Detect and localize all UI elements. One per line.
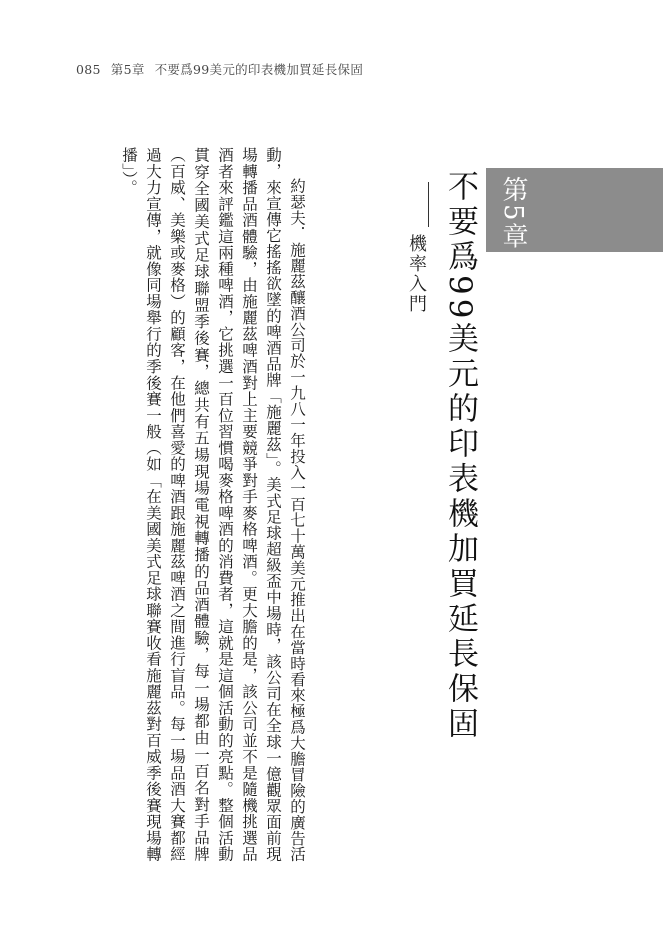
- chapter-label: 第5章: [498, 176, 528, 251]
- body-text: [117, 147, 309, 862]
- chapter-subtitle: 機率入門: [406, 234, 427, 314]
- page-number: 085: [76, 62, 101, 77]
- body-paragraph: 約瑟夫．施麗茲釀酒公司於一九八一年投入一百七十萬美元推出在當時看來極爲大膽冒險的廣告活動，來宣傳它搖搖欲墜的啤酒品牌「施麗茲」。美式足球超級盃中場時，該公司在全球一億觀眾面前現場轉播品酒體驗，由施麗茲啤酒對上主要競爭對手麥格啤酒。更大膽的是，該公司並不是隨機挑選品酒者來評鑑這兩種啤酒，它挑選一百位習慣喝麥格啤酒的消費者，這就是這個活動的亮點。整個活動貫穿全國美式足球聯盟季後賽，總共有五場現場電視轉播的品酒體驗，每一場都由一百名對手品牌（百威、美樂或麥格）的顧客，在他們喜愛的啤酒跟施麗茲啤酒之間進行盲品。每一場品酒大賽都經過大力宣傳，就像同場舉行的季後賽一般（如「在美國美式足球聯賽收看施麗茲對百威季後賽現場轉播」）。: [120, 147, 306, 862]
- header-chapter-title: 不要爲99美元的印表機加買延長保固: [154, 62, 364, 77]
- running-header: [76, 60, 363, 78]
- header-chapter: 第5章: [110, 62, 145, 77]
- chapter-title: 不要爲99美元的印表機加買延長保固: [442, 170, 478, 743]
- subtitle-dash: [428, 182, 429, 227]
